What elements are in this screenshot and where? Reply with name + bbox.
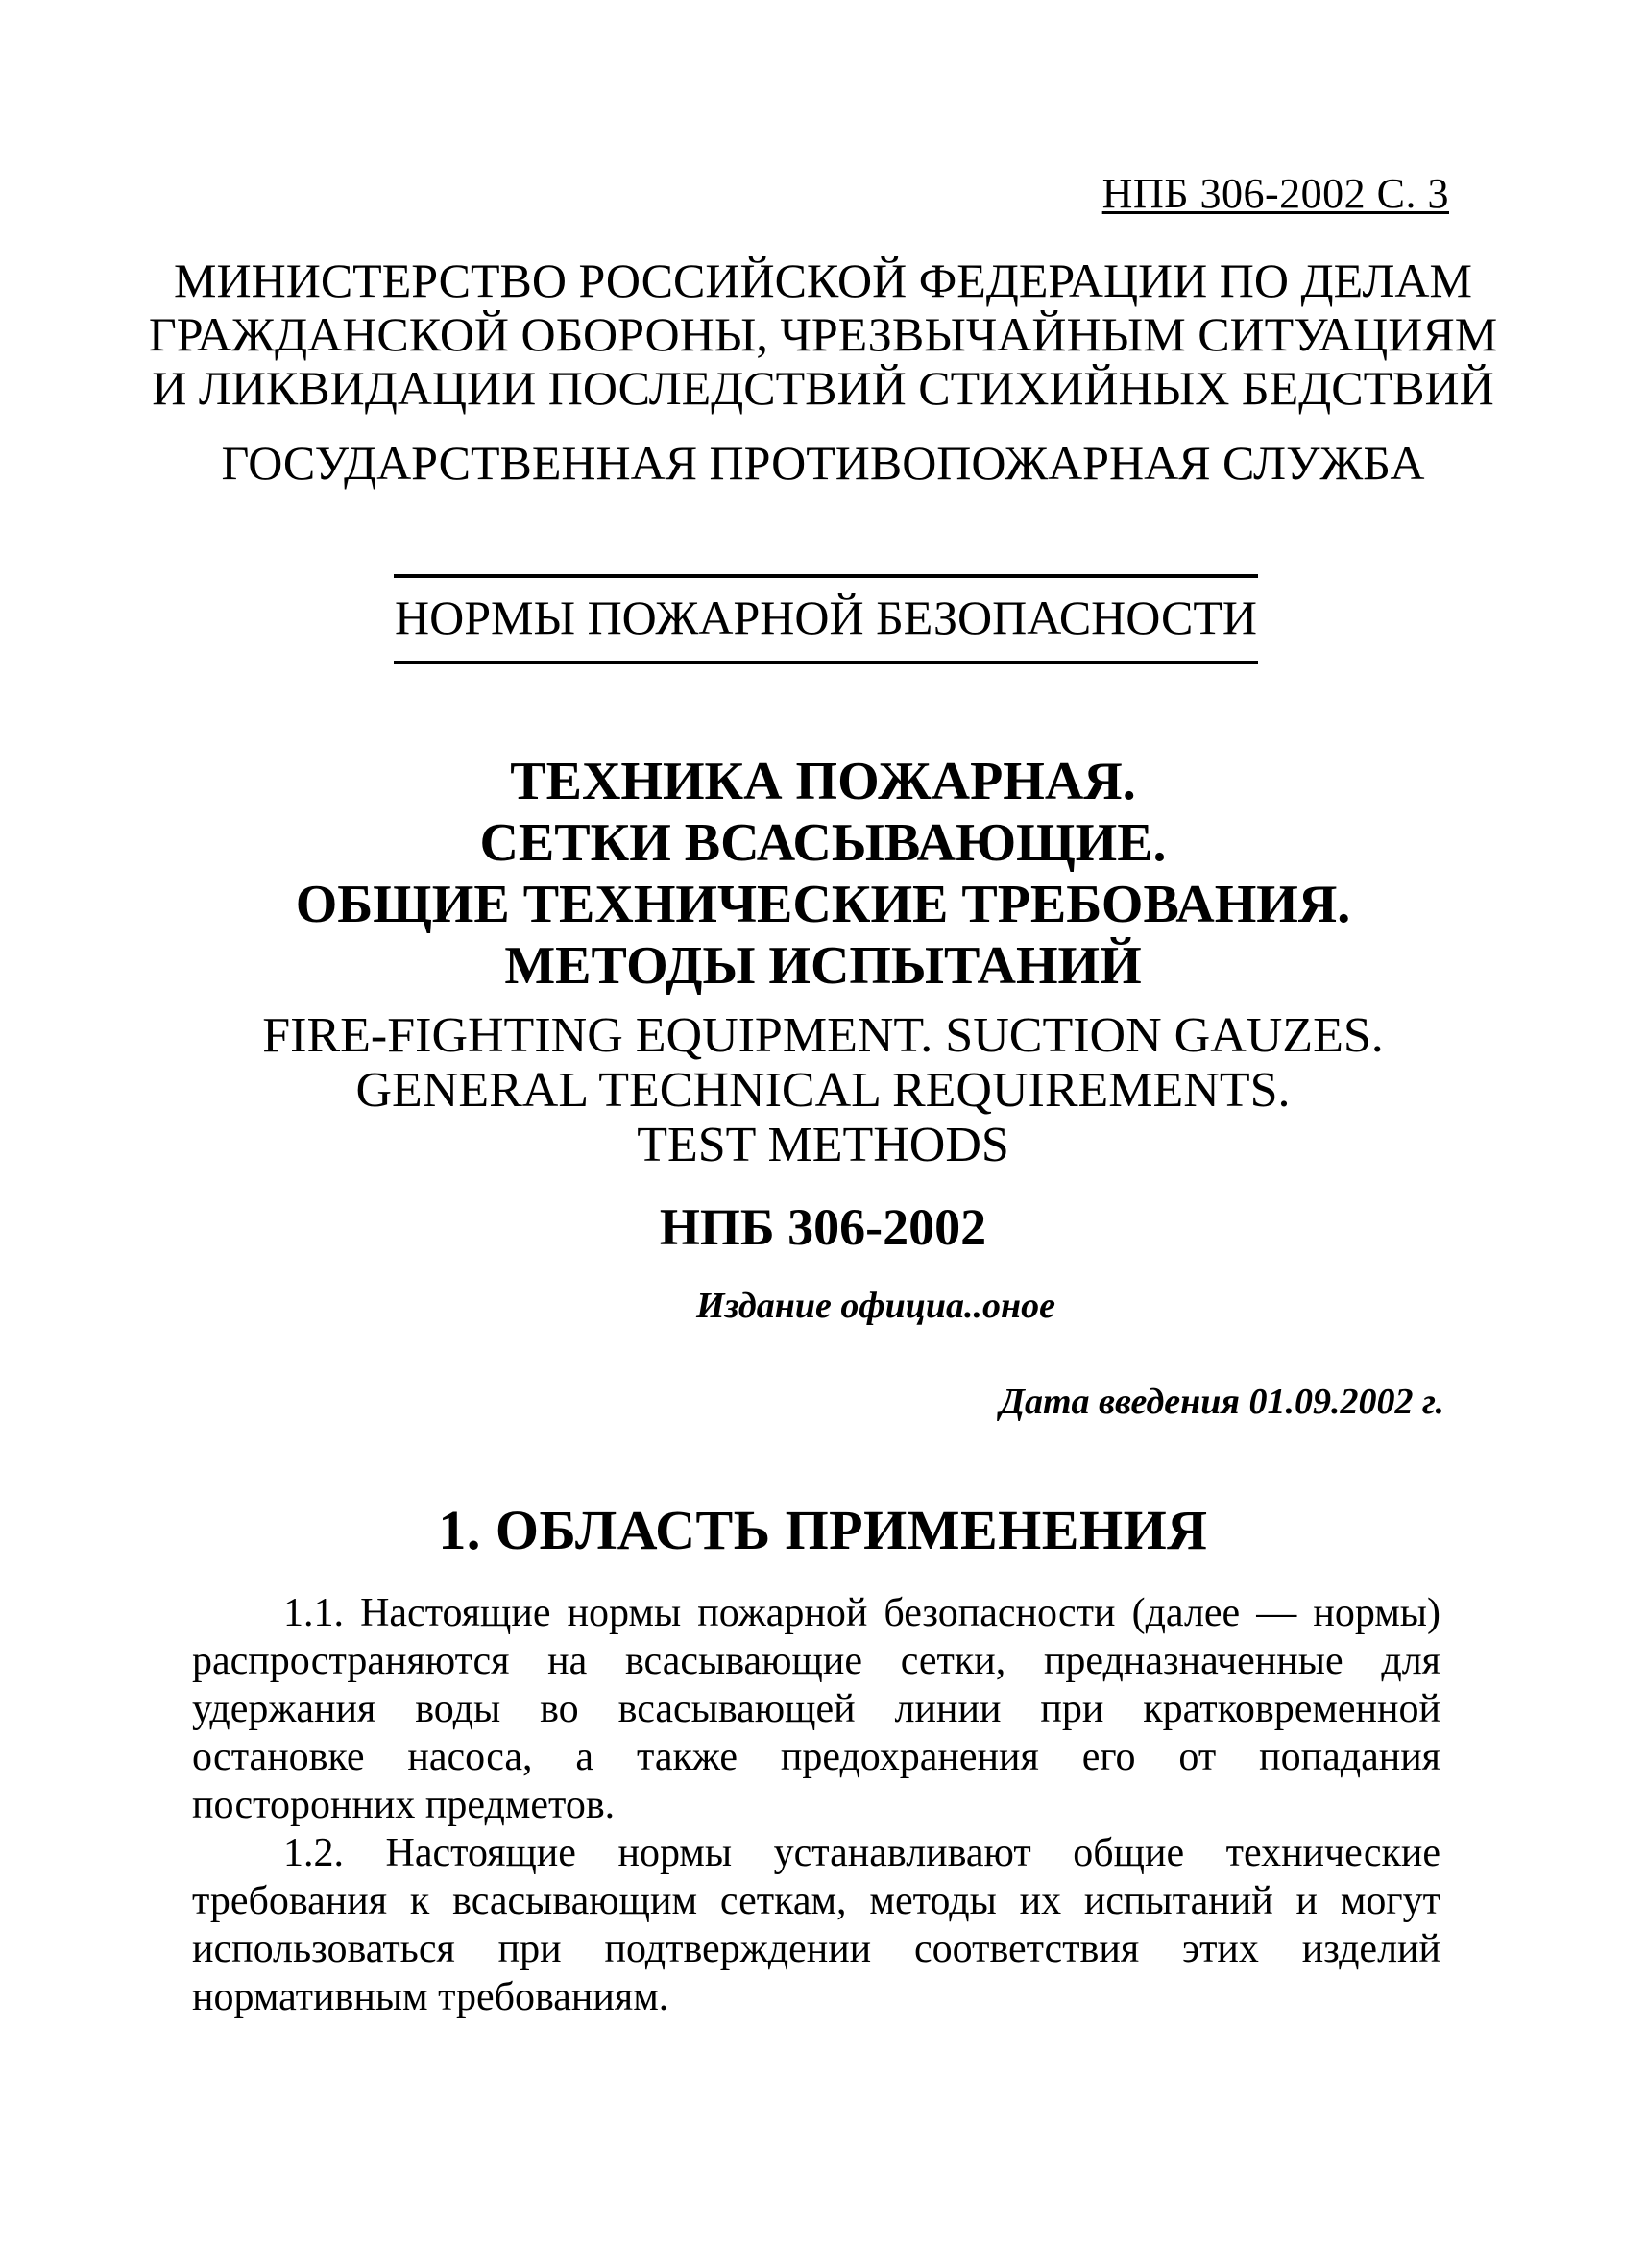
section-heading: 1. ОБЛАСТЬ ПРИМЕНЕНИЯ: [438, 1499, 1208, 1561]
title-ru-line: ТЕХНИКА ПОЖАРНАЯ.: [510, 752, 1136, 811]
ministry-line: МИНИСТЕРСТВО РОССИЙСКОЙ ФЕДЕРАЦИИ ПО ДЕЛАМ: [174, 253, 1472, 307]
running-header: НПБ 306-2002 С. 3: [1101, 170, 1449, 217]
section-body: [192, 1589, 1440, 2021]
introduction-date: Дата введения 01.09.2002 г.: [1000, 1382, 1444, 1422]
paragraph: 1.2. Настоящие нормы устанавливают общие технические требования к всасывающим сеткам, методы их испытаний и могут использоваться при подтверждении соответствия этих изделий нормативным требованиям.: [192, 1831, 1440, 2019]
title-en-line: FIRE-FIGHTING EQUIPMENT. SUCTION GAUZES.: [262, 1008, 1384, 1063]
document-type-banner: НОРМЫ ПОЖАРНОЙ БЕЗОПАСНОСТИ: [394, 574, 1258, 664]
organization-block: [144, 253, 1502, 490]
title-en-block: [144, 1008, 1502, 1172]
fire-service-line: ГОСУДАРСТВЕННАЯ ПРОТИВОПОЖАРНАЯ СЛУЖБА: [221, 436, 1425, 490]
ministry-line: ГРАЖДАНСКОЙ ОБОРОНЫ, ЧРЕЗВЫЧАЙНЫМ СИТУАЦИЯМ: [148, 307, 1498, 361]
title-en-line: GENERAL TECHNICAL REQUIREMENTS.: [355, 1063, 1291, 1118]
title-ru-line: МЕТОДЫ ИСПЫТАНИЙ: [504, 936, 1142, 996]
title-en-line: TEST METHODS: [637, 1118, 1009, 1172]
title-block: [144, 751, 1502, 1257]
edition-note: Издание официа..оное: [696, 1286, 1055, 1326]
document-code: НПБ 306-2002: [659, 1198, 987, 1256]
title-ru-line: ОБЩИЕ ТЕХНИЧЕСКИЕ ТРЕБОВАНИЯ.: [295, 875, 1351, 934]
paragraph: 1.1. Настоящие нормы пожарной безопасности (далее — нормы) распространяются на всасывающие сетки, предназначенные для удержания воды во всасывающей линии при кратковременной остановке насоса, а также предохранения его от попадания посторонних предметов.: [192, 1591, 1440, 1827]
ministry-line: И ЛИКВИДАЦИИ ПОСЛЕДСТВИЙ СТИХИЙНЫХ БЕДСТВИЙ: [152, 361, 1494, 415]
title-ru-line: СЕТКИ ВСАСЫВАЮЩИЕ.: [479, 813, 1167, 873]
